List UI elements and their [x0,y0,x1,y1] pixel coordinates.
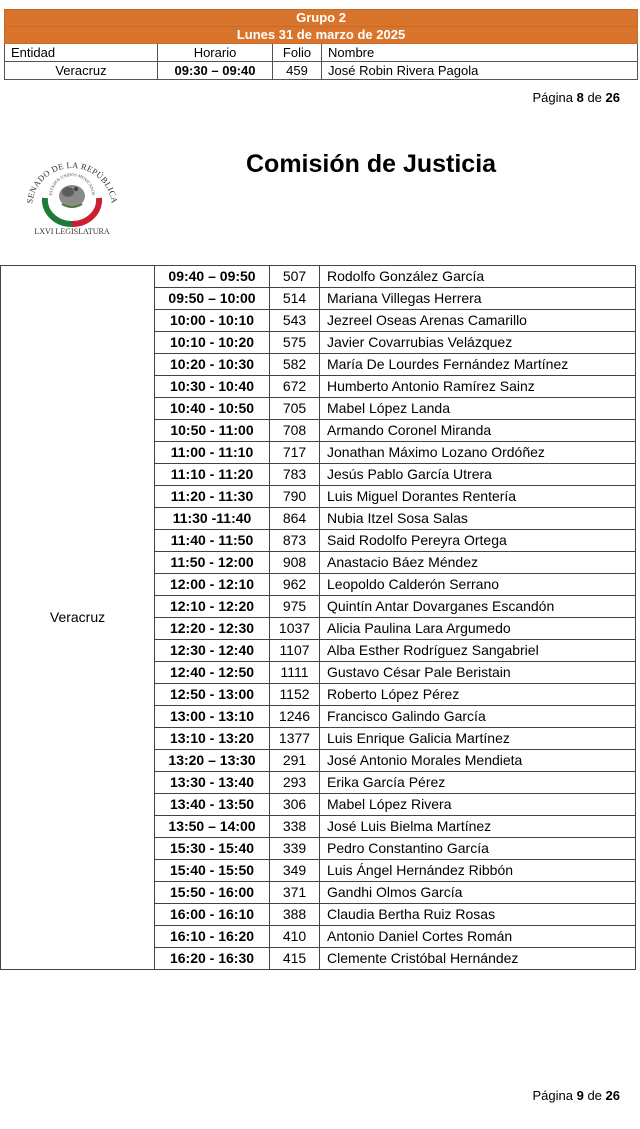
cell-folio: 873 [270,530,320,552]
cell-name: Jezreel Oseas Arenas Camarillo [320,310,636,332]
cell-name: Mariana Villegas Herrera [320,288,636,310]
cell-folio: 1107 [270,640,320,662]
page-number-bottom [533,1088,620,1103]
cell-time: 16:10 - 16:20 [155,926,270,948]
cell-time: 12:20 - 12:30 [155,618,270,640]
cell-entity: Veracruz [1,266,155,970]
cell-time: 15:40 - 15:50 [155,860,270,882]
cell-folio: 962 [270,574,320,596]
cell-name: José Antonio Morales Mendieta [320,750,636,772]
cell-name: Jonathan Máximo Lozano Ordóñez [320,442,636,464]
cell-name: José Robin Rivera Pagola [322,62,638,80]
cell-name: Roberto López Pérez [320,684,636,706]
page-prefix: Página [532,1088,577,1103]
group-header-table [4,9,638,80]
cell-name: Luis Miguel Dorantes Rentería [320,486,636,508]
cell-time: 15:50 - 16:00 [155,882,270,904]
cell-time: 10:20 - 10:30 [155,354,270,376]
cell-time: 16:20 - 16:30 [155,948,270,970]
cell-folio: 415 [270,948,320,970]
column-header-folio: Folio [273,44,322,62]
cell-folio: 790 [270,486,320,508]
cell-name: Erika García Pérez [320,772,636,794]
cell-folio: 338 [270,816,320,838]
cell-time: 10:10 - 10:20 [155,332,270,354]
cell-name: Alba Esther Rodríguez Sangabriel [320,640,636,662]
cell-time: 16:00 - 16:10 [155,904,270,926]
cell-name: Quintín Antar Dovarganes Escandón [320,596,636,618]
cell-folio: 514 [270,288,320,310]
cell-name: Gandhi Olmos García [320,882,636,904]
cell-time: 13:30 - 13:40 [155,772,270,794]
cell-name: Humberto Antonio Ramírez Sainz [320,376,636,398]
cell-name: Leopoldo Calderón Serrano [320,574,636,596]
cell-time: 11:10 - 11:20 [155,464,270,486]
senate-seal-logo [18,146,126,236]
cell-folio: 388 [270,904,320,926]
cell-time: 12:10 - 12:20 [155,596,270,618]
column-header-row [5,44,638,62]
cell-time: 10:40 - 10:50 [155,398,270,420]
cell-folio: 1111 [270,662,320,684]
cell-time: 09:50 – 10:00 [155,288,270,310]
cell-folio: 507 [270,266,320,288]
cell-time: 11:30 -11:40 [155,508,270,530]
cell-time: 13:20 – 13:30 [155,750,270,772]
cell-entity: Veracruz [5,62,158,80]
cell-folio: 717 [270,442,320,464]
cell-folio: 291 [270,750,320,772]
cell-name: Gustavo César Pale Beristain [320,662,636,684]
cell-name: Alicia Paulina Lara Argumedo [320,618,636,640]
cell-time: 13:40 - 13:50 [155,794,270,816]
seal-bottom-text: LXVI LEGISLATURA [34,227,110,236]
cell-time: 11:00 - 11:10 [155,442,270,464]
schedule-body [1,266,636,970]
cell-name: Jesús Pablo García Utrera [320,464,636,486]
cell-time: 12:30 - 12:40 [155,640,270,662]
page-current: 8 [576,90,584,105]
cell-folio: 1377 [270,728,320,750]
cell-name: Mabel López Landa [320,398,636,420]
cell-name: Armando Coronel Miranda [320,420,636,442]
cell-time: 10:50 - 11:00 [155,420,270,442]
table-row [5,62,638,80]
cell-folio: 349 [270,860,320,882]
cell-time: 12:40 - 12:50 [155,662,270,684]
cell-folio: 672 [270,376,320,398]
group-date: Lunes 31 de marzo de 2025 [5,27,638,44]
table-row [1,266,636,288]
cell-time: 13:10 - 13:20 [155,728,270,750]
cell-name: Mabel López Rivera [320,794,636,816]
cell-folio: 783 [270,464,320,486]
cell-folio: 371 [270,882,320,904]
cell-time: 09:40 – 09:50 [155,266,270,288]
cell-name: Clemente Cristóbal Hernández [320,948,636,970]
cell-time: 13:50 – 14:00 [155,816,270,838]
page-title: Comisión de Justicia [246,150,497,178]
column-header-time: Horario [158,44,273,62]
cell-time: 15:30 - 15:40 [155,838,270,860]
cell-folio: 339 [270,838,320,860]
cell-time: 09:30 – 09:40 [158,62,273,80]
cell-folio: 908 [270,552,320,574]
cell-time: 11:40 - 11:50 [155,530,270,552]
cell-name: Francisco Galindo García [320,706,636,728]
cell-time: 11:20 - 11:30 [155,486,270,508]
cell-folio: 1246 [270,706,320,728]
cell-folio: 864 [270,508,320,530]
column-header-name: Nombre [322,44,638,62]
cell-name: Rodolfo González García [320,266,636,288]
column-header-entity: Entidad [5,44,158,62]
cell-folio: 575 [270,332,320,354]
eagle-emblem-icon [59,185,85,207]
cell-name: Anastacio Báez Méndez [320,552,636,574]
cell-time: 11:50 - 12:00 [155,552,270,574]
cell-folio: 459 [273,62,322,80]
seal-top-text: SENADO DE LA REPÚBLICA [24,159,120,205]
page-middle: de [583,90,606,105]
cell-time: 10:00 - 10:10 [155,310,270,332]
cell-folio: 1037 [270,618,320,640]
cell-name: Pedro Constantino García [320,838,636,860]
group-title: Grupo 2 [5,10,638,27]
page-current: 9 [576,1088,584,1103]
cell-name: Antonio Daniel Cortes Román [320,926,636,948]
cell-name: José Luis Bielma Martínez [320,816,636,838]
cell-folio: 975 [270,596,320,618]
cell-name: Claudia Bertha Ruiz Rosas [320,904,636,926]
cell-folio: 708 [270,420,320,442]
page-total: 26 [605,1088,620,1103]
page-number-top [533,90,620,105]
cell-time: 10:30 - 10:40 [155,376,270,398]
schedule-table [0,265,636,970]
cell-name: Nubia Itzel Sosa Salas [320,508,636,530]
cell-name: Luis Enrique Galicia Martínez [320,728,636,750]
cell-folio: 410 [270,926,320,948]
seal-inner-text: ESTADOS UNIDOS MEXICANOS [47,171,97,196]
cell-time: 12:00 - 12:10 [155,574,270,596]
cell-time: 12:50 - 13:00 [155,684,270,706]
cell-folio: 1152 [270,684,320,706]
cell-name: Javier Covarrubias Velázquez [320,332,636,354]
cell-time: 13:00 - 13:10 [155,706,270,728]
cell-folio: 582 [270,354,320,376]
cell-folio: 705 [270,398,320,420]
page-prefix: Página [532,90,577,105]
cell-name: Luis Ángel Hernández Ribbón [320,860,636,882]
page-middle: de [583,1088,606,1103]
cell-name: María De Lourdes Fernández Martínez [320,354,636,376]
cell-folio: 306 [270,794,320,816]
cell-folio: 293 [270,772,320,794]
cell-name: Said Rodolfo Pereyra Ortega [320,530,636,552]
cell-folio: 543 [270,310,320,332]
page-total: 26 [605,90,620,105]
